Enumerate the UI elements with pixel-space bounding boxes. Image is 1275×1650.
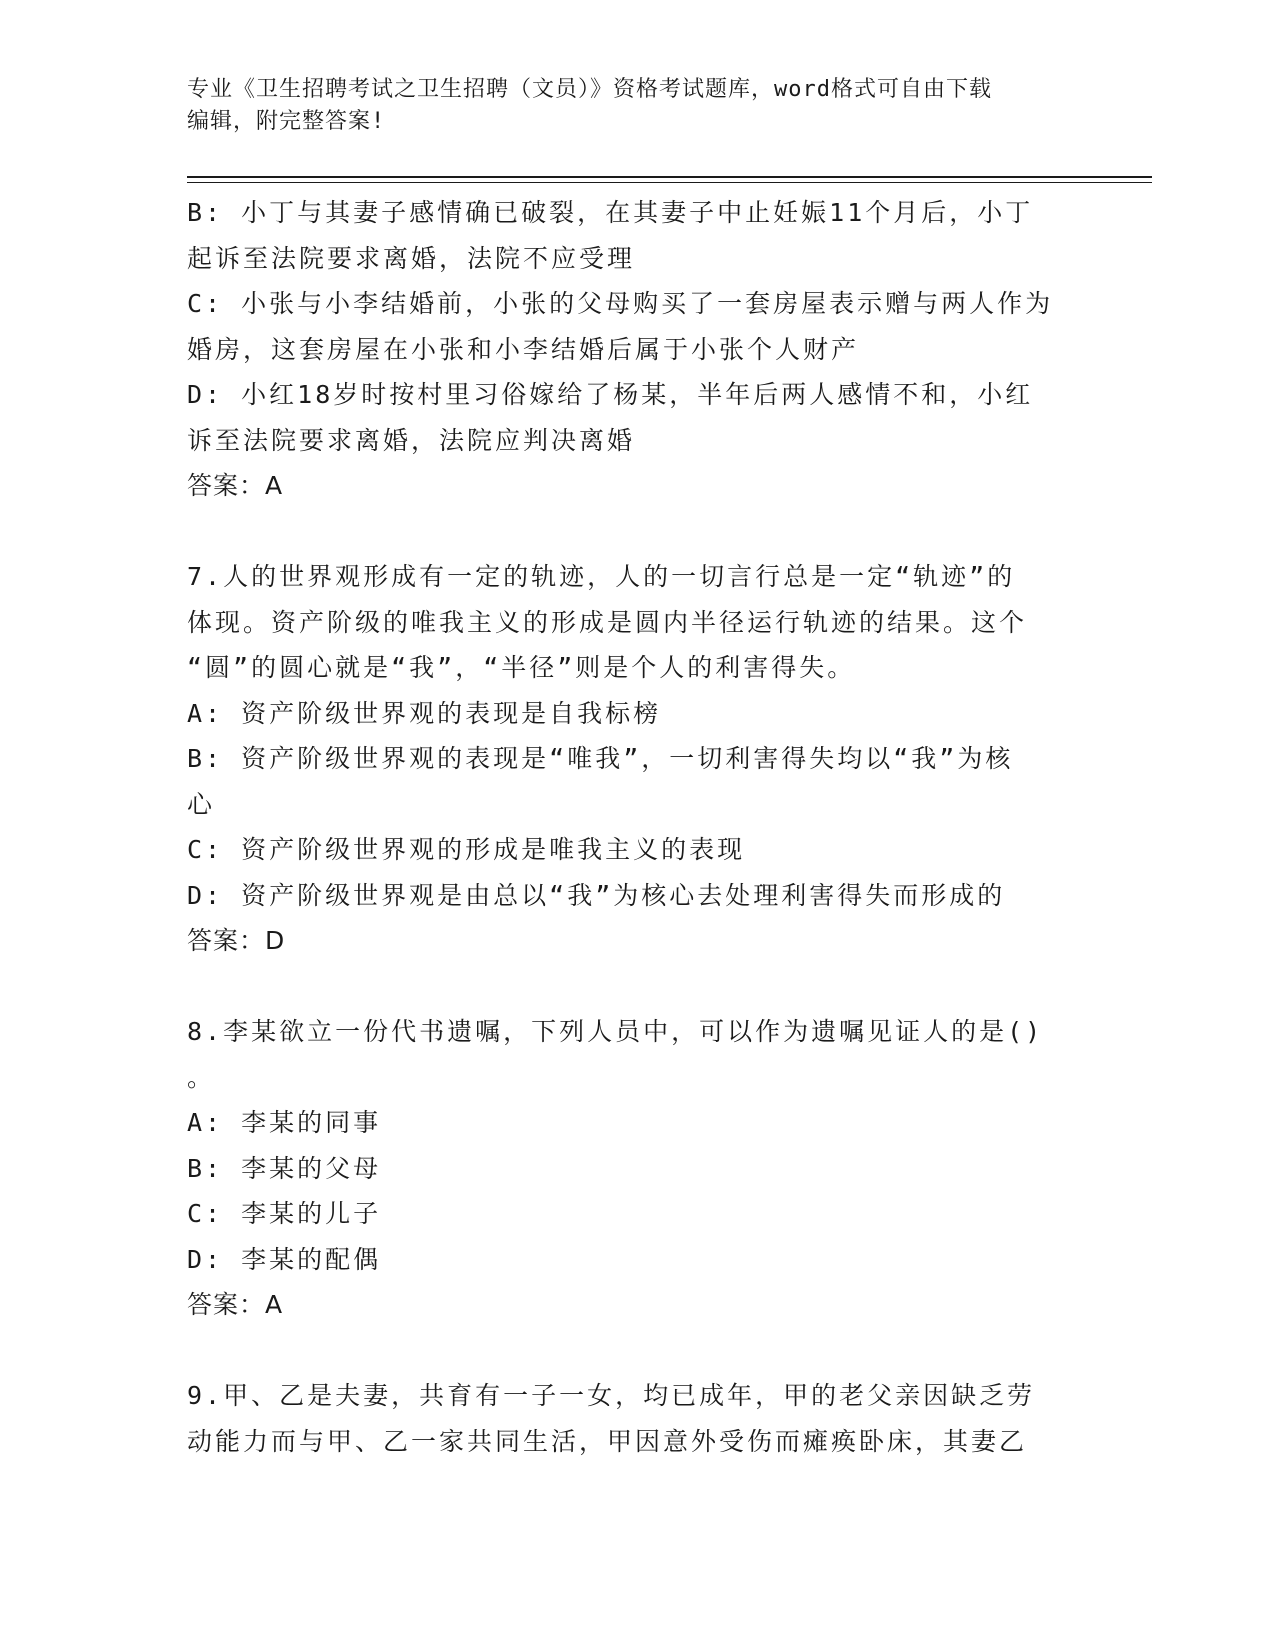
q7-option-b-line-1: B: 资产阶级世界观的表现是“唯我”，一切利害得失均以“我”为核	[187, 744, 1014, 773]
document-body	[187, 190, 1067, 1464]
q9-stem-line-1: 9.甲、乙是夫妻，共育有一子一女，均已成年，甲的老父亲因缺乏劳	[187, 1381, 1036, 1410]
question-9	[187, 1373, 1067, 1464]
header-line-1: 专业《卫生招聘考试之卫生招聘（文员）》资格考试题库，word格式可自由下载	[187, 77, 992, 102]
q8-option-d: D: 李某的配偶	[187, 1244, 382, 1274]
header-line-2: 编辑，附完整答案!	[187, 109, 386, 134]
q8-option-b: B: 李某的父母	[187, 1153, 382, 1183]
spacer	[187, 509, 1067, 555]
q7-answer: 答案：D	[187, 926, 286, 955]
q7-option-d: D: 资产阶级世界观是由总以“我”为核心去处理利害得失而形成的	[187, 880, 1006, 910]
q7-stem-line-1: 7.人的世界观形成有一定的轨迹，人的一切言行总是一定“轨迹”的	[187, 562, 1016, 591]
q6-option-c-line-2: 婚房，这套房屋在小张和小李结婚后属于小张个人财产	[187, 334, 860, 364]
q7-stem-line-3: “圆”的圆心就是“我”，“半径”则是个人的利害得失。	[187, 653, 856, 682]
q6-option-b-line-1: B: 小丁与其妻子感情确已破裂，在其妻子中止妊娠11个月后，小丁	[187, 198, 1034, 227]
q8-option-c: C: 李某的儿子	[187, 1199, 382, 1228]
q8-stem-line-1: 8.李某欲立一份代书遗嘱，下列人员中，可以作为遗嘱见证人的是()	[187, 1017, 1044, 1046]
q6-option-b-line-2: 起诉至法院要求离婚，法院不应受理	[187, 243, 636, 273]
header-rule-thin	[187, 182, 1152, 183]
document-header	[187, 74, 1067, 138]
q7-option-b-line-2: 心	[187, 789, 216, 819]
question-6-tail	[187, 190, 1067, 509]
q6-option-d-line-1: D: 小红18岁时按村里习俗嫁给了杨某，半年后两人感情不和，小红	[187, 380, 1034, 409]
q9-stem-line-2: 动能力而与甲、乙一家共同生活，甲因意外受伤而瘫痪卧床，其妻乙	[187, 1426, 1028, 1456]
spacer	[187, 1328, 1067, 1374]
q8-answer: 答案：A	[187, 1290, 284, 1319]
q8-stem-line-2: 。	[187, 1062, 216, 1092]
q6-option-d-line-2: 诉至法院要求离婚，法院应判决离婚	[187, 425, 636, 455]
question-7	[187, 554, 1067, 964]
q6-option-c-line-1: C: 小张与小李结婚前，小张的父母购买了一套房屋表示赠与两人作为	[187, 289, 1054, 318]
q8-option-a: A: 李某的同事	[187, 1108, 382, 1137]
header-rule-thick	[187, 176, 1152, 178]
q7-option-c: C: 资产阶级世界观的形成是唯我主义的表现	[187, 835, 746, 864]
q6-answer: 答案：A	[187, 471, 284, 500]
q7-option-a: A: 资产阶级世界观的表现是自我标榜	[187, 698, 662, 728]
question-8	[187, 1009, 1067, 1328]
q7-stem-line-2: 体现。资产阶级的唯我主义的形成是圆内半径运行轨迹的结果。这个	[187, 607, 1028, 637]
spacer	[187, 964, 1067, 1010]
